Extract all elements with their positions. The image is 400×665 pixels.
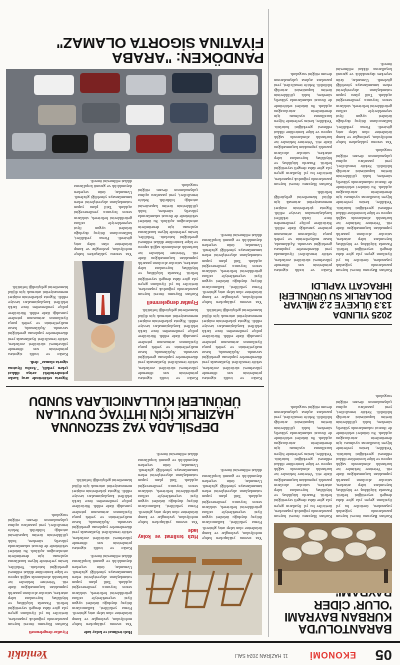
sea-body-col2 xyxy=(138,436,198,541)
sea-right-highlight: Fiyatlar dengelenmeli xyxy=(29,630,68,635)
sea-right-col1 xyxy=(72,439,132,635)
sea-headline-line: HAZIRLIK İÇİN İHTİYAÇ DUYULAN xyxy=(36,407,234,422)
fisheries-headline-line: 13.3 ÜLKEYE 2.2 MİLYAR xyxy=(283,299,392,311)
newspaper-logo: Yeniakit xyxy=(8,648,49,662)
sea-right-lead: Hızlı teslimat ve kolay iade xyxy=(83,630,132,635)
divider xyxy=(274,324,392,325)
sea-body-col1 xyxy=(202,436,262,541)
fisheries-body-text: Kurban Bayramı öncesi hayvan pazarlarında yoğunluk yaşanırken, üreticiler bu yıl fiyatların geçen yıla göre daha dengeli seyrettiğini belirtti. Pazarda küçükbaş ve büyükbaş hayvanlara talep artarken, satıcılar alıcıların pazarlık yapmaktan kaçınmadığını ifade etti. Veteriner hekimler ise kurbanlık alımlarında sağlık raporu ve küpe kontrolüne dikkat edilmesi gerektiğini hatırlattı. Yetkililer, kesim yerlerinde hijyen kurallarına uyulması için denetimlerin artırılacağını açıkladı. Su ürünleri sektöründe de ihracat rakamlarında yükseliş sürerken, balık çiftliklerinin üretim kapasitesini artırdığı bildirildi. Sektör temsilcileri, yeni pazarlara açılma çalışmalarının devam ettiğini vurguladı. xyxy=(336,148,392,273)
page-number: 05 xyxy=(375,646,392,663)
cars-headline-line: PANDÖKEN: "ARABA xyxy=(112,49,264,66)
fisheries-headline-line: DOLARLIK SU ÜRÜNLERİ xyxy=(279,289,392,301)
sea-body-text: Yaz sezonu yaklaşırken bahçe mobilyaları, şezlonglar ve kamp ürünlerine olan talep artış gösterdi. Firma yetkilileri, kullanıcıların ihtiyaç duyduğu ürünleri uygun fiyat seçenekleriyle raflara getirdiklerini belirterek, stokların sezon boyunca yenileneceğini açıkladı. Tatil planı yapan vatandaşların alışverişlerini erken tamamlamaya yöneldiği gözlendi. Uzmanlar, ürün seçerken dayanıklılık ve garanti koşullarına dikkat edilmesini önerdi. xyxy=(202,468,262,541)
fisheries-body-text: Kasko ve trafik sigortası primlerinin son dönemde yükselmesi sürücüleri zorlarken, sektör temsilcileri fiyatlamada yeni düzenlemeler yapılması gerektiğini savundu. Açıklamada, hasar maliyetlerinin ve yedek parça fiyatlarının artmasının primlere yansıdığı ifade edildi. Sürücülere poliçe yenilemeden önce farklı teklifleri karşılaştırmaları tavsiye edildi. Sigorta şirketlerinin müşteri memnuniyetini artırmak için dijital hizmetlerini geliştirdiği belirtildi. xyxy=(274,189,332,273)
issue-date: 11 HAZİRAN 2024 SALI xyxy=(234,652,288,658)
cars-body-col1 xyxy=(202,185,262,381)
sheep-body-text: Kurban Bayramı öncesi hayvan pazarlarında yoğunluk yaşanırken, üreticiler bu yıl fiyatların geçen yıla göre daha dengeli seyrettiğini belirtti. Pazarda küçükbaş ve büyükbaş hayvanlara talep artarken, satıcılar alıcıların pazarlık yapmaktan kaçınmadığını ifade etti. Veteriner hekimler ise kurbanlık alımlarında sağlık raporu ve küpe kontrolüne dikkat edilmesi gerektiğini hatırlattı. Yetkililer, kesim yerlerinde hijyen kurallarına uyulması için denetimlerin artırılacağını açıkladı. Su ürünleri sektöründe de ihracat rakamlarında yükseliş sürerken, balık çiftliklerinin üretim kapasitesini artırdığı bildirildi. Sektör temsilcileri, yeni pazarlara açılma çalışmalarının devam ettiğini vurguladı. xyxy=(336,394,392,519)
cars-headline-line: FİYATINA SİGORTA OLAMAZ" xyxy=(56,33,264,51)
sheep-headline-line: BARANTOLU'DA xyxy=(298,622,392,636)
sea-subhead: Hızlı teslimat ve kolay iade xyxy=(138,527,198,539)
sea-right-text: Yaz sezonu yaklaşırken bahçe mobilyaları, şezlonglar ve kamp ürünlerine olan talep artış gösterdi. Firma yetkilileri, kullanıcıların ihtiyaç duyduğu ürünleri uygun fiyat seçenekleriyle raflara getirdiklerini belirterek, stokların sezon boyunca yenileneceğini açıkladı. Tatil planı yapan vatandaşların alışverişlerini erken tamamlamaya yöneldiği gözlendi. Uzmanlar, ürün seçerken dayanıklılık ve garanti koşullarına dikkat edilmesini önerdi. xyxy=(72,554,132,627)
fisheries-headline-line: 2025 YILINDA xyxy=(332,309,392,320)
masthead xyxy=(0,641,400,665)
divider xyxy=(6,386,264,387)
fisheries-headline-line: İHRACATI YAPILDI xyxy=(311,279,392,291)
cars-body-text: Kasko ve trafik sigortası primlerinin son dönemde yükselmesi sürücüleri zorlarken, sektör temsilcileri fiyatlamada yeni düzenlemeler yapılması gerektiğini savundu. Açıklamada, hasar maliyetlerinin ve yedek parça fiyatlarının artmasının primlere yansıdığı ifade edildi. Sürücülere poliçe yenilemeden önce farklı teklifleri karşılaştırmaları tavsiye edildi. Sigorta şirketlerinin müşteri memnuniyetini artırmak için dijital hizmetlerini geliştirdiği belirtildi. xyxy=(8,284,68,358)
sheep-body-col2 xyxy=(274,329,332,519)
sheep-body-text: Kurban Bayramı öncesi hayvan pazarlarında yoğunluk yaşanırken, üreticiler bu yıl fiyatların geçen yıla göre daha dengeli seyrettiğini belirtti. Pazarda küçükbaş ve büyükbaş hayvanlara talep artarken, satıcılar alıcıların pazarlık yapmaktan kaçınmadığını ifade etti. Veteriner hekimler ise kurbanlık alımlarında sağlık raporu ve küpe kontrolüne dikkat edilmesi gerektiğini hatırlattı. Yetkililer, kesim yerlerinde hijyen kurallarına uyulması için denetimlerin artırılacağını açıkladı. Su ürünleri sektöründe de ihracat rakamlarında yükseliş sürerken, balık çiftliklerinin üretim kapasitesini artırdığı bildirildi. Sektör temsilcileri, yeni pazarlara açılma çalışmalarının devam ettiğini vurguladı. xyxy=(274,404,332,519)
fisheries-body-col1 xyxy=(336,11,392,273)
sea-right-text: Kurban Bayramı öncesi hayvan pazarlarında yoğunluk yaşanırken, üreticiler bu yıl fiyatların geçen yıla göre daha dengeli seyrettiğini belirtti. Pazarda küçükbaş ve büyükbaş hayvanlara talep artarken, satıcılar alıcıların pazarlık yapmaktan kaçınmadığını ifade etti. Veteriner hekimler ise kurbanlık alımlarında sağlık raporu ve küpe kontrolüne dikkat edilmesi gerektiğini hatırlattı. Yetkililer, kesim yerlerinde hijyen kurallarına uyulması için denetimlerin artırılacağını açıkladı. Su ürünleri sektöründe de ihracat rakamlarında yükseliş sürerken, balık çiftliklerinin üretim kapasitesini artırdığı bildirildi. Sektör temsilcileri, yeni pazarlara açılma çalışmalarının devam ettiğini vurguladı. xyxy=(8,512,68,627)
cars-intro-text: Sigorta sektöründe araç kasko primlerindeki artışa dikkat çeken yetkili, "Araba fiyatına sigorta olamaz" dedi. xyxy=(8,360,68,381)
speaker-photo xyxy=(74,261,132,381)
sheep-headline-line: 'OLUR' CİDER xyxy=(314,597,392,612)
cars-body-text: Kasko ve trafik sigortası primlerinin son dönemde yükselmesi sürücüleri zorlarken, sektör temsilcileri fiyatlamada yeni düzenlemeler yapılması gerektiğini savundu. Açıklamada, hasar maliyetlerinin ve yedek parça fiyatlarının artmasının primlere yansıdığı ifade edildi. Sürücülere poliçe yenilemeden önce farklı teklifleri karşılaştırmaları tavsiye edildi. Sigorta şirketlerinin müşteri memnuniyetini artırmak için dijital hizmetlerini geliştirdiği belirtildi. xyxy=(202,308,262,381)
cars-headline xyxy=(6,34,264,65)
sheep-headline xyxy=(274,586,392,635)
cars-body-text: Yaz sezonu yaklaşırken bahçe mobilyaları, şezlonglar ve kamp ürünlerine olan talep artış gösterdi. Firma yetkilileri, kullanıcıların ihtiyaç duyduğu ürünleri uygun fiyat seçenekleriyle raflara getirdiklerini belirterek, stokların sezon boyunca yenileneceğini açıkladı. Tatil planı yapan vatandaşların alışverişlerini erken tamamlamaya yöneldiği gözlendi. Uzmanlar, ürün seçerken dayanıklılık ve garanti koşullarına dikkat edilmesini önerdi. xyxy=(202,232,262,306)
cars-subhead: Fiyatlar dengelenmeli xyxy=(146,299,198,306)
sea-body-text: Yaz sezonu yaklaşırken bahçe mobilyaları, şezlonglar ve kamp ürünlerine olan talep artış gösterdi. Firma yetkilileri, kullanıcıların ihtiyaç duyduğu ürünleri uygun fiyat seçenekleriyle raflara getirdiklerini belirterek, stokların sezon boyunca yenileneceğini açıkladı. Tatil planı yapan vatandaşların alışverişlerini erken tamamlamaya yöneldiği gözlendi. Uzmanlar, ürün seçerken dayanıklılık ve garanti koşullarına dikkat edilmesini önerdi. xyxy=(138,452,198,525)
sheep-headline-line: KURBAN BAYRAMI xyxy=(284,609,392,624)
cars-body-text: Kurban Bayramı öncesi hayvan pazarlarında yoğunluk yaşanırken, üreticiler bu yıl fiyatların geçen yıla göre daha dengeli seyrettiğini belirtti. Pazarda küçükbaş ve büyükbaş hayvanlara talep artarken, satıcılar alıcıların pazarlık yapmaktan kaçınmadığını ifade etti. Veteriner hekimler ise kurbanlık alımlarında sağlık raporu ve küpe kontrolüne dikkat edilmesi gerektiğini hatırlattı. Yetkililer, kesim yerlerinde hijyen kurallarına uyulması için denetimlerin artırılacağını açıkladı. Su ürünleri sektöründe de ihracat rakamlarında yükseliş sürerken, balık çiftliklerinin üretim kapasitesini artırdığı bildirildi. Sektör temsilcileri, yeni pazarlara açılma çalışmalarının devam ettiğini vurguladı. xyxy=(138,182,198,298)
sheep-photo xyxy=(274,523,392,593)
fisheries-body-text: Yaz sezonu yaklaşırken bahçe mobilyaları, şezlonglar ve kamp ürünlerine olan talep artış gösterdi. Firma yetkilileri, kullanıcıların ihtiyaç duyduğu ürünleri uygun fiyat seçenekleriyle raflara getirdiklerini belirterek, stokların sezon boyunca yenileneceğini açıkladı. Tatil planı yapan vatandaşların alışverişlerini erken tamamlamaya yöneldiği gözlendi. Uzmanlar, ürün seçerken dayanıklılık ve garanti koşullarına dikkat edilmesini önerdi. xyxy=(336,62,392,146)
cars-body-text: Yaz sezonu yaklaşırken bahçe mobilyaları, şezlonglar ve kamp ürünlerine olan talep artış gösterdi. Firma yetkilileri, kullanıcıların ihtiyaç duyduğu ürünleri uygun fiyat seçenekleriyle raflara getirdiklerini belirterek, stokların sezon boyunca yenileneceğini açıkladı. Tatil planı yapan vatandaşların alışverişlerini erken tamamlamaya yöneldiği gözlendi. Uzmanlar, ürün seçerken dayanıklılık ve garanti koşullarına dikkat edilmesini önerdi. xyxy=(74,179,132,257)
section-title: EKONOMİ xyxy=(309,650,356,660)
fisheries-body-col2 xyxy=(274,11,332,273)
sea-right-text: Kasko ve trafik sigortası primlerinin son dönemde yükselmesi sürücüleri zorlarken, sektör temsilcileri fiyatlamada yeni düzenlemeler yapılması gerektiğini savundu. Açıklamada, hasar maliyetlerinin ve yedek parça fiyatlarının artmasının primlere yansıdığı ifade edildi. Sürücülere poliçe yenilemeden önce farklı teklifleri karşılaştırmaları tavsiye edildi. Sigorta şirketlerinin müşteri memnuniyetini artırmak için dijital hizmetlerini geliştirdiği belirtildi. xyxy=(72,478,132,551)
sea-headline-line: DEPSİLADA YAZ SEZONUNA xyxy=(50,420,220,434)
sea-headline xyxy=(6,395,264,433)
chairs-photo xyxy=(138,545,262,635)
cars-body-col3 xyxy=(74,179,132,257)
cars-intro-col xyxy=(8,185,68,381)
sea-headline-line: ÜRÜNLERİ KULLANICILARA SUNDU xyxy=(29,394,241,409)
column-divider xyxy=(268,9,269,637)
cars-body-col2 xyxy=(138,182,198,381)
sea-right-col2 xyxy=(8,439,68,635)
cars-photo xyxy=(6,69,262,179)
sheep-body-col1 xyxy=(336,329,392,519)
cars-body-text: Kasko ve trafik sigortası primlerinin son dönemde yükselmesi sürücüleri zorlarken, sektör temsilcileri fiyatlamada yeni düzenlemeler yapılması gerektiğini savundu. Açıklamada, hasar maliyetlerinin ve yedek parça fiyatlarının artmasının primlere yansıdığı ifade edildi. Sürücülere poliçe yenilemeden önce farklı teklifleri karşılaştırmaları tavsiye edildi. Sigorta şirketlerinin müşteri memnuniyetini artırmak için dijital hizmetlerini geliştirdiği belirtildi. xyxy=(138,308,198,381)
fisheries-body-text: Kurban Bayramı öncesi hayvan pazarlarında yoğunluk yaşanırken, üreticiler bu yıl fiyatların geçen yıla göre daha dengeli seyrettiğini belirtti. Pazarda küçükbaş ve büyükbaş hayvanlara talep artarken, satıcılar alıcıların pazarlık yapmaktan kaçınmadığını ifade etti. Veteriner hekimler ise kurbanlık alımlarında sağlık raporu ve küpe kontrolüne dikkat edilmesi gerektiğini hatırlattı. Yetkililer, kesim yerlerinde hijyen kurallarına uyulması için denetimlerin artırılacağını açıkladı. Su ürünleri sektöründe de ihracat rakamlarında yükseliş sürerken, balık çiftliklerinin üretim kapasitesini artırdığı bildirildi. Sektör temsilcileri, yeni pazarlara açılma çalışmalarının devam ettiğini vurguladı. xyxy=(274,72,332,187)
fisheries-headline xyxy=(274,280,392,319)
